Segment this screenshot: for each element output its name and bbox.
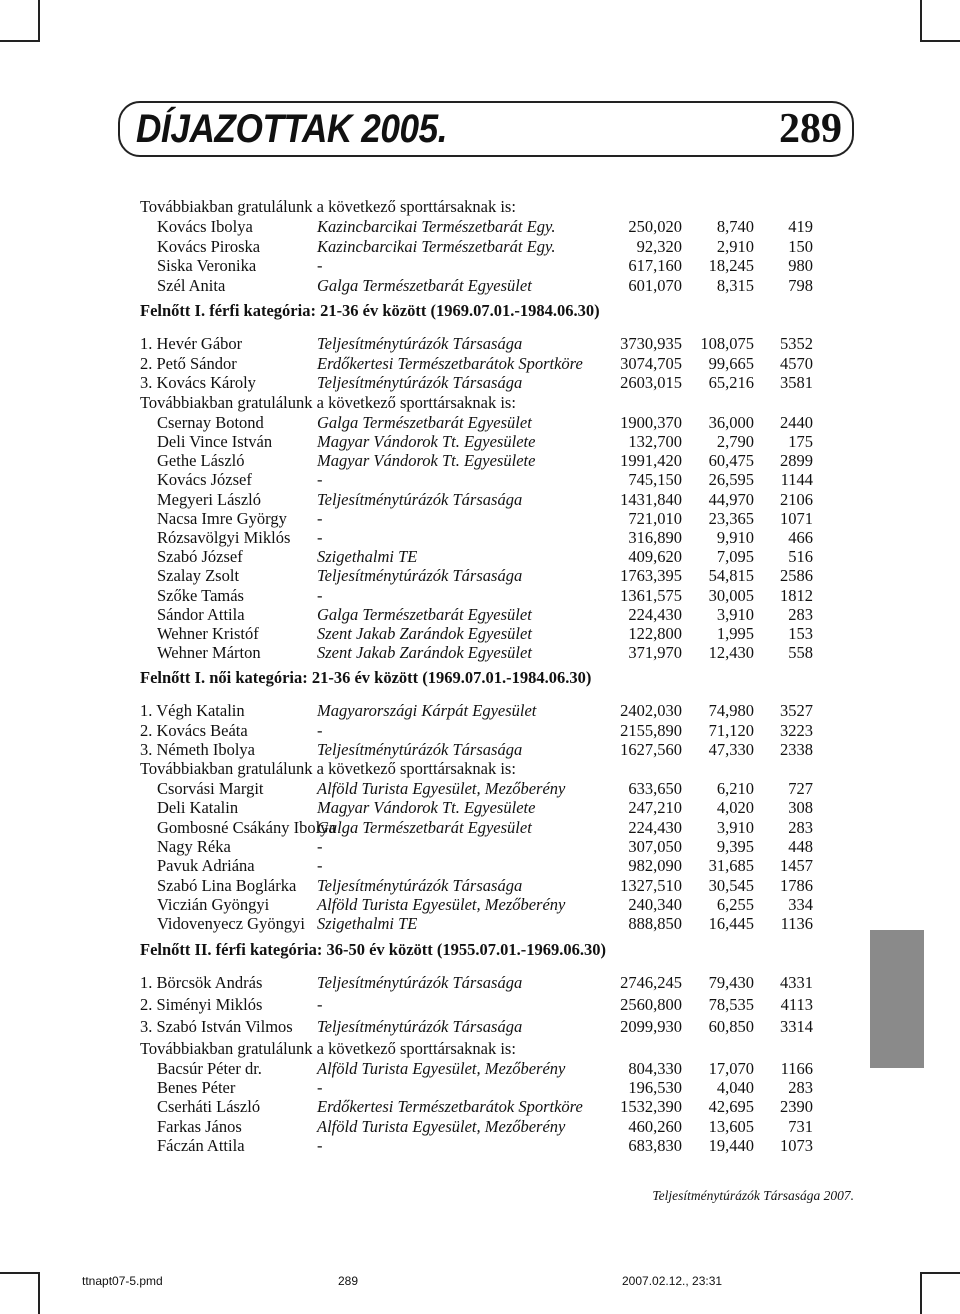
crop-mark: [0, 40, 40, 42]
participant-name: Rózsavölgyi Miklós: [157, 528, 291, 547]
points-value: 731: [788, 1116, 813, 1136]
club-name: Magyar Vándorok Tt. Egyesülete: [317, 432, 536, 451]
points-value: 727: [788, 779, 813, 799]
distance-value: 409,620: [628, 547, 682, 567]
participant-name: Megyeri László: [157, 489, 262, 509]
distance-value: 1361,575: [620, 585, 682, 605]
elevation-value: 6,255: [716, 894, 754, 914]
elevation-value: 78,535: [708, 994, 754, 1014]
points-value: 150: [788, 236, 813, 256]
participant-name: Siska Veronika: [157, 256, 257, 275]
club-name: Galga Természetbarát Egyesület: [317, 412, 532, 432]
elevation-value: 42,695: [708, 1097, 754, 1117]
participant-name: 2. Kovács Beáta: [140, 720, 248, 740]
club-name: -: [317, 994, 323, 1014]
elevation-value: 30,005: [708, 585, 754, 605]
crop-mark: [0, 1272, 40, 1274]
elevation-value: 79,430: [708, 972, 754, 992]
points-value: 1812: [780, 585, 813, 605]
points-value: 1073: [780, 1136, 813, 1156]
participant-name: Szalay Zsolt: [157, 566, 240, 586]
points-value: 175: [788, 432, 813, 451]
club-name: Alföld Turista Egyesület, Mezőberény: [317, 894, 566, 914]
club-name: -: [317, 585, 323, 605]
distance-value: 1991,420: [620, 451, 682, 471]
elevation-value: 17,070: [708, 1058, 754, 1078]
club-name: -: [317, 1136, 323, 1156]
distance-value: 982,090: [628, 856, 682, 876]
participant-name: Wehner Kristóf: [157, 624, 259, 643]
footer-timestamp: 2007.02.12., 23:31: [622, 1274, 723, 1288]
participant-name: Kovács József: [157, 470, 252, 490]
participant-name: 1. Börcsök András: [140, 972, 263, 992]
elevation-value: 54,815: [708, 566, 754, 586]
distance-value: 2099,930: [620, 1016, 682, 1036]
distance-value: 132,700: [628, 432, 682, 451]
club-name: Teljesítménytúrázók Társasága: [317, 739, 523, 759]
club-name: Kazincbarcikai Természetbarát Egy.: [317, 217, 556, 236]
points-value: 4331: [780, 972, 813, 992]
congrats-note: Továbbiakban gratulálunk a következő sporttársaknak is:: [140, 197, 516, 216]
club-name: Teljesítménytúrázók Társasága: [317, 489, 523, 509]
participant-name: Szabó József: [157, 547, 243, 567]
participant-name: Szél Anita: [157, 275, 226, 295]
elevation-value: 7,095: [716, 547, 754, 567]
points-value: 283: [788, 817, 813, 837]
elevation-value: 4,020: [716, 798, 754, 818]
points-value: 2390: [780, 1097, 813, 1117]
club-name: Magyarországi Kárpát Egyesület: [317, 701, 537, 721]
crop-mark: [920, 1272, 922, 1314]
congrats-note: Továbbiakban gratulálunk a következő sporttársaknak is:: [140, 759, 516, 779]
points-value: 3314: [780, 1016, 813, 1036]
elevation-value: 1,995: [716, 624, 754, 643]
crop-mark: [920, 40, 960, 42]
participant-name: Viczián Gyöngyi: [157, 894, 270, 914]
distance-value: 804,330: [628, 1058, 682, 1078]
distance-value: 122,800: [628, 624, 682, 643]
participant-name: Gombosné Csákány Ibolya: [157, 817, 336, 837]
participant-name: 2. Siményi Miklós: [140, 994, 263, 1014]
participant-name: Kovács Piroska: [157, 236, 261, 256]
participant-name: Kovács Ibolya: [157, 217, 253, 236]
photo-credit: Teljesítménytúrázók Társasága 2007.: [652, 1188, 854, 1203]
participant-name: 2. Pető Sándor: [140, 353, 237, 373]
distance-value: 1431,840: [620, 489, 682, 509]
participant-name: Szabó Lina Boglárka: [157, 875, 297, 895]
club-name: Szigethalmi TE: [317, 914, 418, 934]
elevation-value: 8,740: [716, 217, 754, 236]
crop-mark: [920, 1272, 960, 1274]
points-value: 1136: [780, 914, 813, 934]
distance-value: 371,970: [628, 643, 682, 663]
points-value: 2899: [780, 451, 813, 471]
club-name: Teljesítménytúrázók Társasága: [317, 373, 523, 393]
club-name: Teljesítménytúrázók Társasága: [317, 334, 523, 353]
club-name: Galga Természetbarát Egyesület: [317, 275, 532, 295]
club-name: -: [317, 256, 323, 275]
points-value: 4570: [780, 353, 813, 373]
club-name: Erdőkertesi Természetbarátok Sportköre: [317, 353, 583, 373]
club-name: -: [317, 837, 323, 857]
club-name: Erdőkertesi Természetbarátok Sportköre: [317, 1097, 583, 1117]
club-name: Teljesítménytúrázók Társasága: [317, 972, 523, 992]
elevation-value: 2,790: [716, 432, 754, 451]
club-name: Teljesítménytúrázók Társasága: [317, 566, 523, 586]
distance-value: 633,650: [628, 779, 682, 799]
participant-name: Cserháti László: [157, 1097, 261, 1117]
distance-value: 196,530: [628, 1078, 682, 1098]
participant-name: Sándor Attila: [157, 604, 245, 624]
points-value: 448: [788, 837, 813, 857]
congrats-note: Továbbiakban gratulálunk a következő sporttársaknak is:: [140, 392, 516, 412]
points-value: 2338: [780, 739, 813, 759]
crop-mark: [920, 0, 922, 42]
distance-value: 3730,935: [620, 334, 682, 353]
club-name: Magyar Vándorok Tt. Egyesülete: [317, 798, 536, 818]
elevation-value: 2,910: [716, 236, 754, 256]
club-name: -: [317, 720, 323, 740]
participant-name: Szőke Tamás: [157, 585, 244, 605]
participant-name: Deli Katalin: [157, 798, 239, 818]
elevation-value: 65,216: [708, 373, 754, 393]
elevation-value: 30,545: [708, 875, 754, 895]
elevation-value: 44,970: [708, 489, 754, 509]
elevation-value: 8,315: [716, 275, 754, 295]
distance-value: 2155,890: [620, 720, 682, 740]
elevation-value: 9,395: [716, 837, 754, 857]
club-name: Kazincbarcikai Természetbarát Egy.: [317, 236, 556, 256]
participant-name: Benes Péter: [157, 1078, 236, 1098]
points-value: 558: [788, 643, 813, 663]
club-name: Alföld Turista Egyesület, Mezőberény: [317, 779, 566, 799]
club-name: Alföld Turista Egyesület, Mezőberény: [317, 1058, 566, 1078]
elevation-value: 4,040: [716, 1078, 754, 1098]
participant-name: 1. Hevér Gábor: [140, 334, 243, 353]
participant-name: Bacsúr Péter dr.: [157, 1058, 262, 1078]
results-list: [140, 0, 830, 1314]
participant-name: Gethe László: [157, 451, 245, 471]
elevation-value: 18,245: [708, 256, 754, 275]
distance-value: 1532,390: [620, 1097, 682, 1117]
category-heading: Felnőtt II. férfi kategória: 36-50 év között (1955.07.01.-1969.06.30): [140, 939, 607, 959]
elevation-value: 12,430: [708, 643, 754, 663]
elevation-value: 31,685: [708, 856, 754, 876]
distance-value: 247,210: [628, 798, 682, 818]
points-value: 3223: [780, 720, 813, 740]
club-name: -: [317, 508, 323, 528]
distance-value: 3074,705: [620, 353, 682, 373]
distance-value: 1763,395: [620, 566, 682, 586]
points-value: 153: [788, 624, 813, 643]
points-value: 1166: [780, 1058, 813, 1078]
points-value: 419: [788, 217, 813, 236]
elevation-value: 26,595: [708, 470, 754, 490]
distance-value: 1900,370: [620, 412, 682, 432]
participant-name: 3. Kovács Károly: [140, 373, 256, 393]
points-value: 980: [788, 256, 813, 275]
elevation-value: 16,445: [708, 914, 754, 934]
distance-value: 2402,030: [620, 701, 682, 721]
club-name: Galga Természetbarát Egyesület: [317, 604, 532, 624]
elevation-value: 3,910: [716, 817, 754, 837]
club-name: Teljesítménytúrázók Társasága: [317, 875, 523, 895]
points-value: 798: [788, 275, 813, 295]
elevation-value: 19,440: [708, 1136, 754, 1156]
points-value: 2440: [780, 412, 813, 432]
category-heading: Felnőtt I. férfi kategória: 21-36 év között (1969.07.01.-1984.06.30): [140, 301, 600, 320]
congrats-note: Továbbiakban gratulálunk a következő sporttársaknak is:: [140, 1038, 516, 1058]
club-name: -: [317, 528, 323, 547]
distance-value: 601,070: [628, 275, 682, 295]
participant-name: Nagy Réka: [157, 837, 231, 857]
points-value: 283: [788, 604, 813, 624]
distance-value: 224,430: [628, 817, 682, 837]
club-name: Magyar Vándorok Tt. Egyesülete: [317, 451, 536, 471]
points-value: 5352: [780, 334, 813, 353]
footer-file: ttnapt07-5.pmd: [82, 1274, 163, 1288]
points-value: 2106: [780, 489, 813, 509]
elevation-value: 71,120: [708, 720, 754, 740]
elevation-value: 60,475: [708, 451, 754, 471]
distance-value: 2560,800: [620, 994, 682, 1014]
participant-name: Wehner Márton: [157, 643, 261, 663]
distance-value: 250,020: [628, 217, 682, 236]
points-value: 2586: [780, 566, 813, 586]
elevation-value: 74,980: [708, 701, 754, 721]
distance-value: 224,430: [628, 604, 682, 624]
distance-value: 888,850: [628, 914, 682, 934]
participant-name: Fáczán Attila: [157, 1136, 245, 1156]
distance-value: 1327,510: [620, 875, 682, 895]
elevation-value: 9,910: [716, 528, 754, 547]
club-name: Szent Jakab Zarándok Egyesület: [317, 624, 532, 643]
club-name: Alföld Turista Egyesület, Mezőberény: [317, 1116, 566, 1136]
distance-value: 307,050: [628, 837, 682, 857]
points-value: 283: [788, 1078, 813, 1098]
distance-value: 2603,015: [620, 373, 682, 393]
points-value: 3527: [780, 701, 813, 721]
participant-name: Csorvási Margit: [157, 779, 264, 799]
club-name: Galga Természetbarát Egyesület: [317, 817, 532, 837]
elevation-value: 3,910: [716, 604, 754, 624]
page-number: 289: [779, 106, 842, 152]
club-name: Szigethalmi TE: [317, 547, 418, 567]
distance-value: 745,150: [628, 470, 682, 490]
elevation-value: 13,605: [708, 1116, 754, 1136]
distance-value: 721,010: [628, 508, 682, 528]
distance-value: 2746,245: [620, 972, 682, 992]
club-name: -: [317, 856, 323, 876]
elevation-value: 6,210: [716, 779, 754, 799]
club-name: Teljesítménytúrázók Társasága: [317, 1016, 523, 1036]
points-value: 3581: [780, 373, 813, 393]
distance-value: 240,340: [628, 894, 682, 914]
distance-value: 92,320: [636, 236, 682, 256]
elevation-value: 47,330: [708, 739, 754, 759]
participant-name: Vidovenyecz Gyöngyi: [157, 914, 305, 934]
distance-value: 617,160: [628, 256, 682, 275]
side-tab-marker: [870, 930, 924, 1068]
distance-value: 460,260: [628, 1116, 682, 1136]
elevation-value: 23,365: [708, 508, 754, 528]
participant-name: 3. Szabó István Vilmos: [140, 1016, 293, 1036]
club-name: -: [317, 1078, 323, 1098]
points-value: 466: [788, 528, 813, 547]
participant-name: Nacsa Imre György: [157, 508, 287, 528]
participant-name: Deli Vince István: [157, 432, 273, 451]
elevation-value: 60,850: [708, 1016, 754, 1036]
crop-mark: [38, 1272, 40, 1314]
points-value: 516: [788, 547, 813, 567]
club-name: -: [317, 470, 323, 490]
club-name: Szent Jakab Zarándok Egyesület: [317, 643, 532, 663]
points-value: 334: [788, 894, 813, 914]
crop-mark: [38, 0, 40, 42]
points-value: 1144: [780, 470, 813, 490]
points-value: 308: [788, 798, 813, 818]
distance-value: 316,890: [628, 528, 682, 547]
distance-value: 1627,560: [620, 739, 682, 759]
participant-name: 1. Végh Katalin: [140, 701, 245, 721]
participant-name: Pavuk Adriána: [157, 856, 255, 876]
points-value: 1457: [780, 856, 813, 876]
points-value: 1786: [780, 875, 813, 895]
participant-name: Farkas János: [157, 1116, 242, 1136]
category-heading: Felnőtt I. női kategória: 21-36 év között (1969.07.01.-1984.06.30): [140, 668, 592, 688]
participant-name: 3. Németh Ibolya: [140, 739, 256, 759]
distance-value: 683,830: [628, 1136, 682, 1156]
participant-name: Csernay Botond: [157, 412, 264, 432]
elevation-value: 36,000: [708, 412, 754, 432]
footer-page: 289: [338, 1274, 359, 1288]
elevation-value: 99,665: [708, 353, 754, 373]
page-title: DÍJAZOTTAK 2005.: [136, 107, 448, 151]
elevation-value: 108,075: [700, 334, 754, 353]
points-value: 4113: [780, 994, 813, 1014]
points-value: 1071: [780, 508, 813, 528]
